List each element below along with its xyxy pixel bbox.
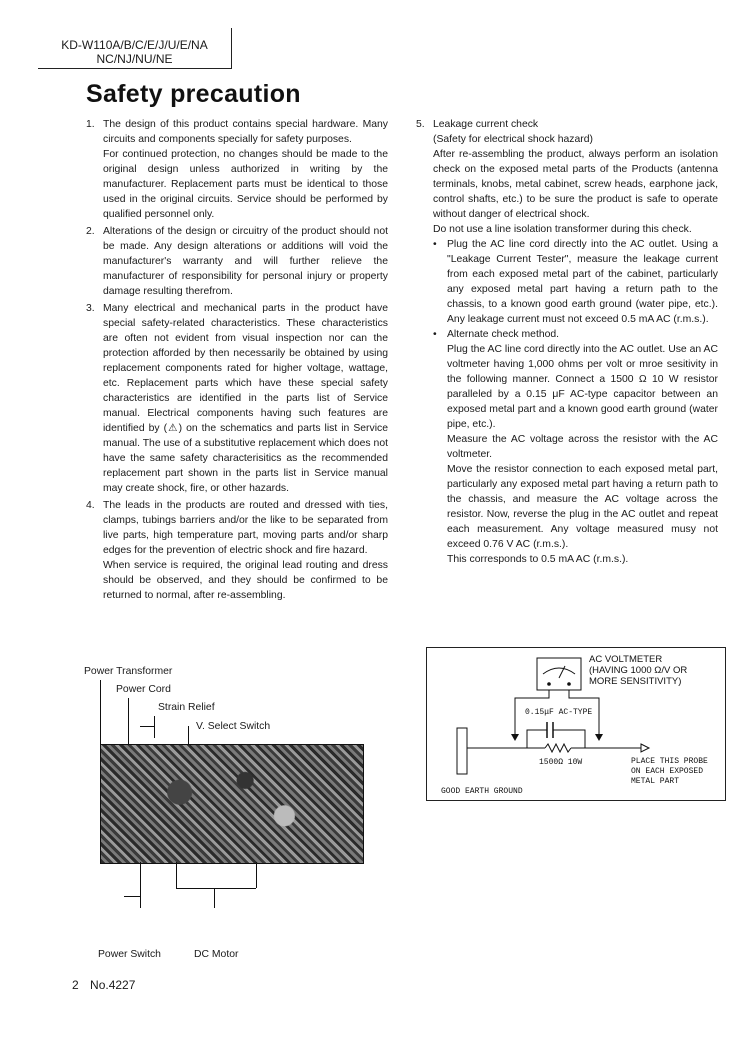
- chassis-photo: [100, 744, 364, 864]
- item-number: 4.: [86, 500, 95, 511]
- ground-pipe-icon: [457, 728, 467, 774]
- label-power-cord: Power Cord: [116, 684, 171, 695]
- meter-label: MORE SENSITIVITY): [589, 676, 682, 687]
- meter-label: (HAVING 1000 Ω/V OR: [589, 665, 688, 676]
- document-number: No.4227: [90, 978, 136, 992]
- probe-label: PLACE THIS PROBE: [631, 757, 708, 766]
- bullet-icon: •: [433, 329, 437, 340]
- bullet-text: Move the resistor connection to each exposed metal part, particularly any exposed metal part having a return path to the chassis, and measure the AC voltage across the resistor. Now, reverse the plug in the AC outlet and repeat each measurement. Any voltage measured musy not exceed 0.76 V AC (r.m.s.).: [447, 464, 718, 550]
- model-line-2: NC/NJ/NU/NE: [96, 52, 173, 66]
- probe-tip-icon: [641, 744, 649, 752]
- page-number: 2: [72, 978, 79, 992]
- meter-label: AC VOLTMETER: [589, 654, 663, 665]
- label-dc-motor: DC Motor: [194, 949, 239, 960]
- item-heading: Leakage current check: [433, 119, 539, 130]
- leader-line: [214, 888, 215, 908]
- item-paragraph: The design of this product contains special hardware. Many circuits and components specially for safety purposes.: [103, 119, 388, 145]
- leakage-test-circuit: [426, 647, 726, 801]
- item-5: [416, 117, 718, 567]
- item-1: [86, 117, 388, 222]
- left-column: [86, 117, 388, 605]
- probe-label: METAL PART: [631, 777, 680, 786]
- bullet-item: [433, 327, 718, 567]
- item-paragraph: For continued protection, no changes should be made to the original design unless authorized in writing by the manufacturer. Replacement parts must be identical to those used in the original circuits. Service should be performed by qualified personnel only.: [103, 149, 388, 220]
- leader-line: [176, 862, 177, 888]
- bullet-icon: •: [433, 239, 437, 250]
- item-subheading: (Safety for electrical shock hazard): [433, 134, 593, 145]
- leader-line: [256, 862, 257, 888]
- meter-terminal: [567, 682, 571, 686]
- item-number: 3.: [86, 303, 95, 314]
- leader-line: [154, 716, 155, 738]
- bullet-title: Alternate check method.: [447, 329, 560, 340]
- capacitor-label: 0.15μF AC-TYPE: [525, 708, 593, 717]
- label-power-switch: Power Switch: [98, 949, 161, 960]
- item-paragraph: After re-assembling the product, always perform an isolation check on the exposed metal parts of the Products (antenna terminals, knobs, metal cabinet, screw heads, earphone jack, control shafts, etc.) to be sure the product is safe to operate without danger of electrical shock.: [433, 149, 718, 220]
- chassis-photo-figure: [84, 664, 384, 969]
- circuit-diagram: [427, 648, 725, 800]
- probe-arrow-icon: [595, 734, 603, 741]
- leader-line: [176, 888, 256, 889]
- bullet-text: This corresponds to 0.5 mA AC (r.m.s.).: [447, 554, 629, 565]
- bullet-text: Plug the AC line cord directly into the AC outlet. Using a "Leakage Current Tester", measure the leakage current from each exposed metal part of the cabinet, particularly any exposed metal part having a return path to the chassis, to a known good earth ground (water pipe, etc.). Any leakage current must not exceed 0.5 mA AC (r.m.s.).: [447, 239, 718, 325]
- item-paragraph: When service is required, the original lead routing and dress should be observed, and they should be confirmed to be returned to normal, after re-assembling.: [103, 560, 388, 601]
- warning-text: Do not use a line isolation transformer during this check.: [433, 224, 692, 235]
- item-4: [86, 498, 388, 603]
- leader-line: [124, 896, 140, 897]
- capacitor-wire: [527, 730, 547, 748]
- label-strain-relief: Strain Relief: [158, 702, 215, 713]
- bullet-text: Plug the AC line cord directly into the AC outlet. Use an AC voltmeter having 1,000 ohms per volt or mroe sesitivity in the following manner. Connect a 1500 Ω 10 W resistor paralleled by a 0.15 μF AC-type capacitor between an exposed metal part and a known good earth ground (water pipe, etc.).: [447, 344, 718, 430]
- meter-terminal: [547, 682, 551, 686]
- item-2: [86, 224, 388, 299]
- item-3: [86, 301, 388, 496]
- item-number: 2.: [86, 226, 95, 237]
- probe-arrow-icon: [511, 734, 519, 741]
- item-number: 1.: [86, 119, 95, 130]
- model-number-box: [38, 28, 232, 69]
- page-footer: [72, 978, 135, 992]
- item-number: 5.: [416, 119, 425, 130]
- right-column: [416, 117, 718, 569]
- item-paragraph: Many electrical and mechanical parts in the product have special safety-related characteristics. These characteristics are often not evident from visual inspection nor can the protection afforded by then necessarily be obtained by using replacement components rated for higher voltage, wattage, etc. Replacement parts which have these special safety characteristics are identified in the parts list of Service manual. Electrical components having such features are identified by (⚠) on the schematics and parts list in Service manual. The use of a substitutive replacement which does not have the same safety characterisitics as the recommended replacement part shown in the parts list in Service manual may create shock, fire, or other hazards.: [103, 303, 388, 494]
- probe-label: ON EACH EXPOSED: [631, 767, 704, 776]
- leader-line: [140, 862, 141, 908]
- item-paragraph: Alterations of the design or circuitry of the product should not be made. Any design alterations or additions will void the manufacturer's warranty and will further relieve the manufacturer of responsibility for personal injury or property damage resulting therefrom.: [103, 226, 388, 297]
- item-paragraph: The leads in the products are routed and dressed with ties, clamps, tubings barriers and/or the like to be separated from live parts, high temperature part, moving parts and/or sharp edges for the prevention of electric shock and fire hazard.: [103, 500, 388, 556]
- meter-scale: [543, 668, 575, 674]
- resistor-label: 1500Ω 10W: [539, 758, 583, 767]
- page-title: Safety precaution: [86, 80, 301, 108]
- leader-line: [140, 726, 154, 727]
- label-v-select-switch: V. Select Switch: [196, 721, 271, 732]
- model-line-1: KD-W110A/B/C/E/J/U/E/NA: [61, 38, 208, 52]
- ground-label: GOOD EARTH GROUND: [441, 787, 523, 796]
- resistor-icon: [545, 744, 571, 752]
- bullet-item: [433, 237, 718, 327]
- label-power-transformer: Power Transformer: [84, 666, 173, 677]
- bullet-text: Measure the AC voltage across the resistor with the AC voltmeter.: [447, 434, 718, 460]
- capacitor-wire: [553, 730, 585, 748]
